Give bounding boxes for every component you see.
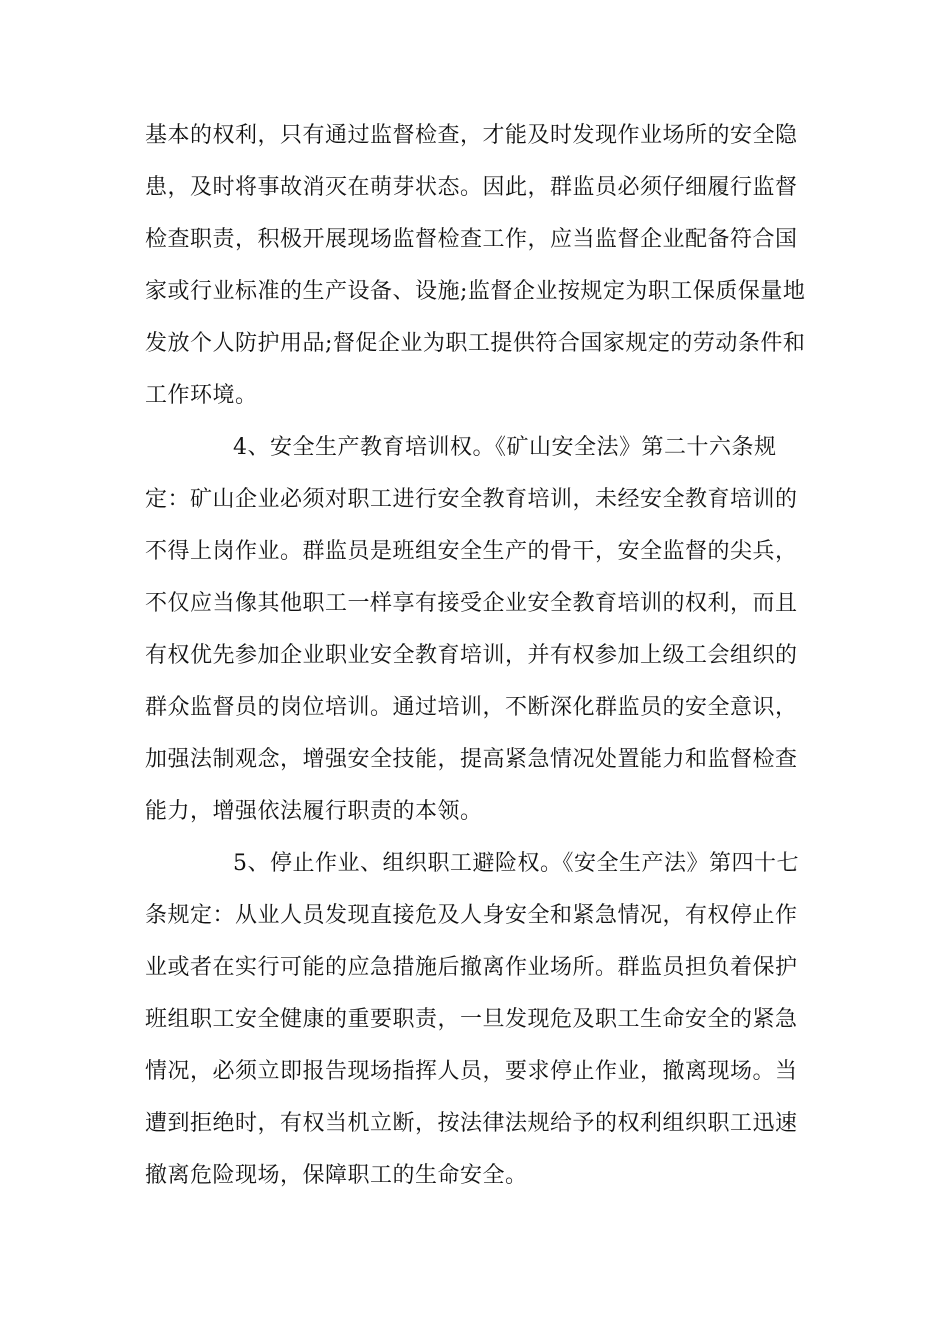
text-line: 定：矿山企业必须对职工进行安全教育培训，未经安全教育培训的	[145, 487, 798, 512]
text-line: 业或者在实行可能的应急措施后撤离作业场所。群监员担负着保护	[145, 955, 798, 980]
paragraph-heading-5: 5、停止作业、组织职工避险权。《安全生产法》第四十七	[233, 851, 799, 876]
text-line: 遭到拒绝时，有权当机立断，按法律法规给予的权利组织职工迅速	[145, 1111, 798, 1136]
text-line: 检查职责，积极开展现场监督检查工作，应当监督企业配备符合国	[145, 227, 798, 252]
text-line: 班组职工安全健康的重要职责，一旦发现危及职工生命安全的紧急	[145, 1007, 798, 1032]
text-line: 加强法制观念，增强安全技能，提高紧急情况处置能力和监督检查	[145, 747, 798, 772]
text-line: 有权优先参加企业职业安全教育培训，并有权参加上级工会组织的	[145, 643, 798, 668]
text-line: 发放个人防护用品;督促企业为职工提供符合国家规定的劳动条件和	[145, 331, 806, 356]
text-line: 工作环境。	[145, 383, 258, 408]
text-line: 群众监督员的岗位培训。通过培训，不断深化群监员的安全意识，	[145, 695, 798, 720]
text-line: 患，及时将事故消灭在萌芽状态。因此，群监员必须仔细履行监督	[145, 175, 798, 200]
text-line: 不得上岗作业。群监员是班组安全生产的骨干，安全监督的尖兵，	[145, 539, 798, 564]
text-line: 不仅应当像其他职工一样享有接受企业安全教育培训的权利，而且	[145, 591, 798, 616]
text-line: 撤离危险现场，保障职工的生命安全。	[145, 1163, 528, 1188]
paragraph-heading-4: 4、安全生产教育培训权。《矿山安全法》第二十六条规	[233, 435, 777, 460]
text-line: 家或行业标准的生产设备、设施;监督企业按规定为职工保质保量地	[145, 279, 806, 304]
text-line: 条规定：从业人员发现直接危及人身安全和紧急情况，有权停止作	[145, 903, 798, 928]
text-line: 能力，增强依法履行职责的本领。	[145, 799, 483, 824]
text-line: 基本的权利，只有通过监督检查，才能及时发现作业场所的安全隐	[145, 123, 798, 148]
text-line: 情况，必须立即报告现场指挥人员，要求停止作业，撤离现场。当	[145, 1059, 798, 1084]
